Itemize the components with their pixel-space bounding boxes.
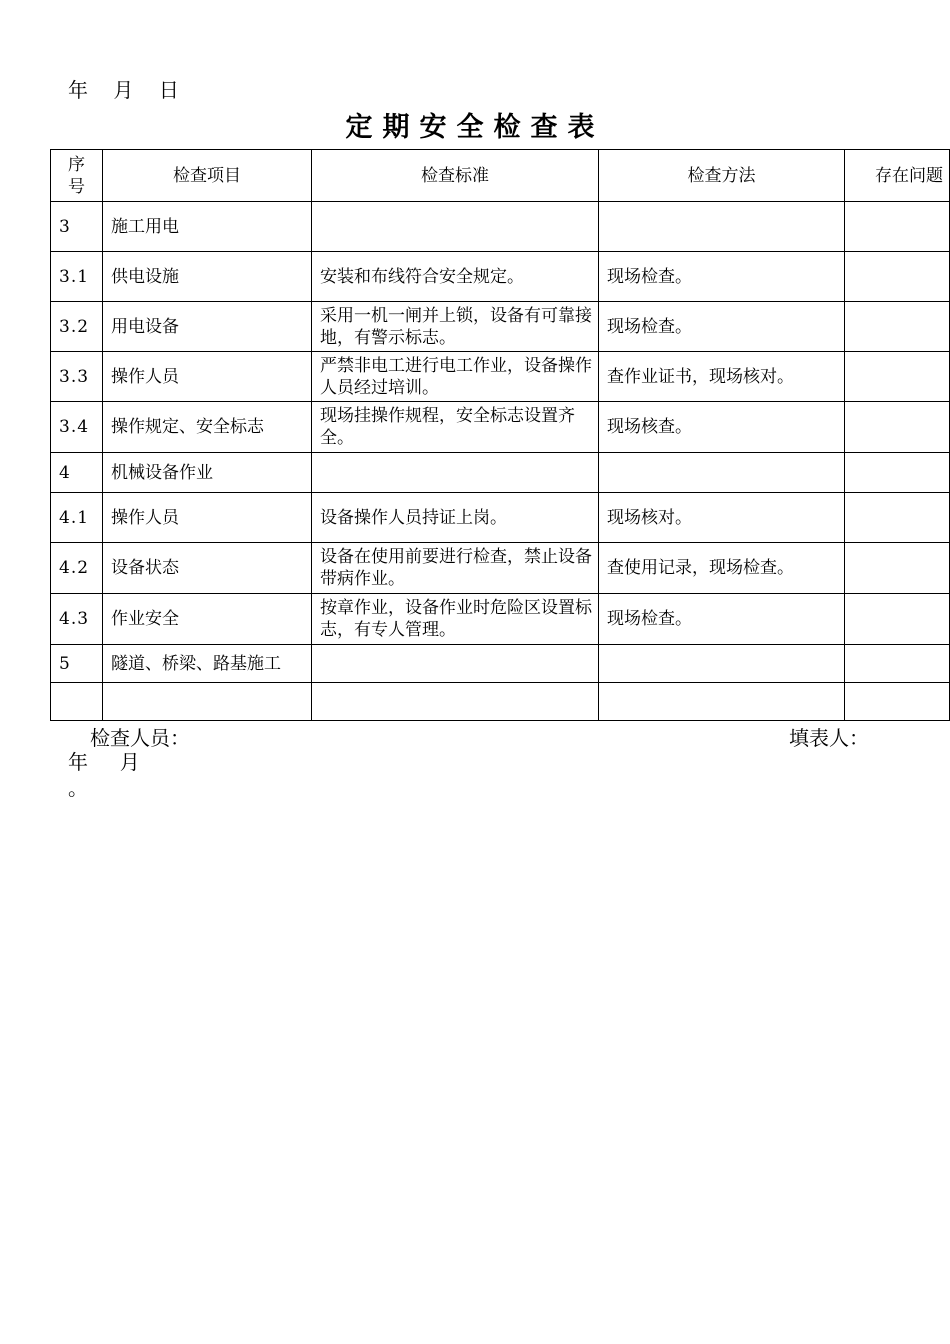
row-seq: 5 bbox=[51, 645, 103, 683]
table-row bbox=[51, 594, 950, 645]
table-row bbox=[51, 352, 950, 402]
table-header-row bbox=[51, 150, 950, 202]
row-standard bbox=[312, 202, 599, 252]
row-item: 作业安全 bbox=[103, 594, 312, 645]
row-method: 现场检查。 bbox=[599, 252, 845, 302]
row-standard: 现场挂操作规程，安全标志设置齐全。 bbox=[312, 402, 599, 453]
row-item: 设备状态 bbox=[103, 543, 312, 594]
row-seq: 4.3 bbox=[51, 594, 103, 645]
table-row bbox=[51, 543, 950, 594]
col-header-seq bbox=[51, 150, 103, 202]
row-issue bbox=[845, 202, 950, 252]
col-header-seq-bottom: 号 bbox=[68, 176, 85, 197]
row-method: 现场检查。 bbox=[599, 594, 845, 645]
inspection-table bbox=[50, 149, 950, 721]
row-issue bbox=[845, 543, 950, 594]
table-row bbox=[51, 645, 950, 683]
row-method: 查使用记录，现场检查。 bbox=[599, 543, 845, 594]
row-item: 操作人员 bbox=[103, 493, 312, 543]
row-issue bbox=[845, 645, 950, 683]
table-row bbox=[51, 402, 950, 453]
table-row bbox=[51, 302, 950, 352]
row-standard bbox=[312, 645, 599, 683]
table-row bbox=[51, 493, 950, 543]
row-seq: 3.4 bbox=[51, 402, 103, 453]
table-row bbox=[51, 453, 950, 493]
row-standard: 安装和布线符合安全规定。 bbox=[312, 252, 599, 302]
row-method: 现场核查。 bbox=[599, 402, 845, 453]
col-header-issue: 存在问题 bbox=[845, 150, 950, 202]
row-method bbox=[599, 683, 845, 721]
row-standard bbox=[312, 453, 599, 493]
row-standard: 设备操作人员持证上岗。 bbox=[312, 493, 599, 543]
row-item: 供电设施 bbox=[103, 252, 312, 302]
row-item: 操作人员 bbox=[103, 352, 312, 402]
col-header-standard: 检查标准 bbox=[312, 150, 599, 202]
row-standard: 按章作业，设备作业时危险区设置标志，有专人管理。 bbox=[312, 594, 599, 645]
row-seq: 3.1 bbox=[51, 252, 103, 302]
row-seq: 3 bbox=[51, 202, 103, 252]
row-item: 机械设备作业 bbox=[103, 453, 312, 493]
row-seq: 4 bbox=[51, 453, 103, 493]
row-seq: 4.2 bbox=[51, 543, 103, 594]
row-standard: 采用一机一闸并上锁，设备有可靠接地，有警示标志。 bbox=[312, 302, 599, 352]
row-method: 现场核对。 bbox=[599, 493, 845, 543]
row-method bbox=[599, 645, 845, 683]
row-method bbox=[599, 202, 845, 252]
col-header-seq-top: 序 bbox=[68, 154, 85, 175]
row-method: 现场检查。 bbox=[599, 302, 845, 352]
row-seq: 3.2 bbox=[51, 302, 103, 352]
inspector-label: 检查人员： bbox=[90, 726, 190, 750]
row-seq: 3.3 bbox=[51, 352, 103, 402]
row-standard bbox=[312, 683, 599, 721]
table-row bbox=[51, 202, 950, 252]
row-issue bbox=[845, 302, 950, 352]
row-item: 施工用电 bbox=[103, 202, 312, 252]
row-seq bbox=[51, 683, 103, 721]
row-method bbox=[599, 453, 845, 493]
col-header-item: 检查项目 bbox=[103, 150, 312, 202]
row-issue bbox=[845, 683, 950, 721]
row-item: 隧道、桥梁、路基施工 bbox=[103, 645, 312, 683]
page-title: 定期安全检查表 bbox=[345, 112, 605, 143]
date-line: 年 月 日 bbox=[68, 78, 179, 102]
table-row bbox=[51, 252, 950, 302]
footer-date-line: 年 月 bbox=[68, 750, 140, 774]
table-row bbox=[51, 683, 950, 721]
col-header-method: 检查方法 bbox=[599, 150, 845, 202]
row-issue bbox=[845, 402, 950, 453]
row-issue bbox=[845, 352, 950, 402]
row-issue bbox=[845, 594, 950, 645]
row-issue bbox=[845, 252, 950, 302]
row-standard: 严禁非电工进行电工作业，设备操作人员经过培训。 bbox=[312, 352, 599, 402]
row-issue bbox=[845, 453, 950, 493]
row-item: 用电设备 bbox=[103, 302, 312, 352]
row-item: 操作规定、安全标志 bbox=[103, 402, 312, 453]
filler-label: 填表人： bbox=[789, 726, 869, 750]
row-standard: 设备在使用前要进行检查，禁止设备带病作业。 bbox=[312, 543, 599, 594]
row-issue bbox=[845, 493, 950, 543]
row-item bbox=[103, 683, 312, 721]
footer-dot: 。 bbox=[68, 776, 88, 800]
row-seq: 4.1 bbox=[51, 493, 103, 543]
row-method: 查作业证书，现场核对。 bbox=[599, 352, 845, 402]
